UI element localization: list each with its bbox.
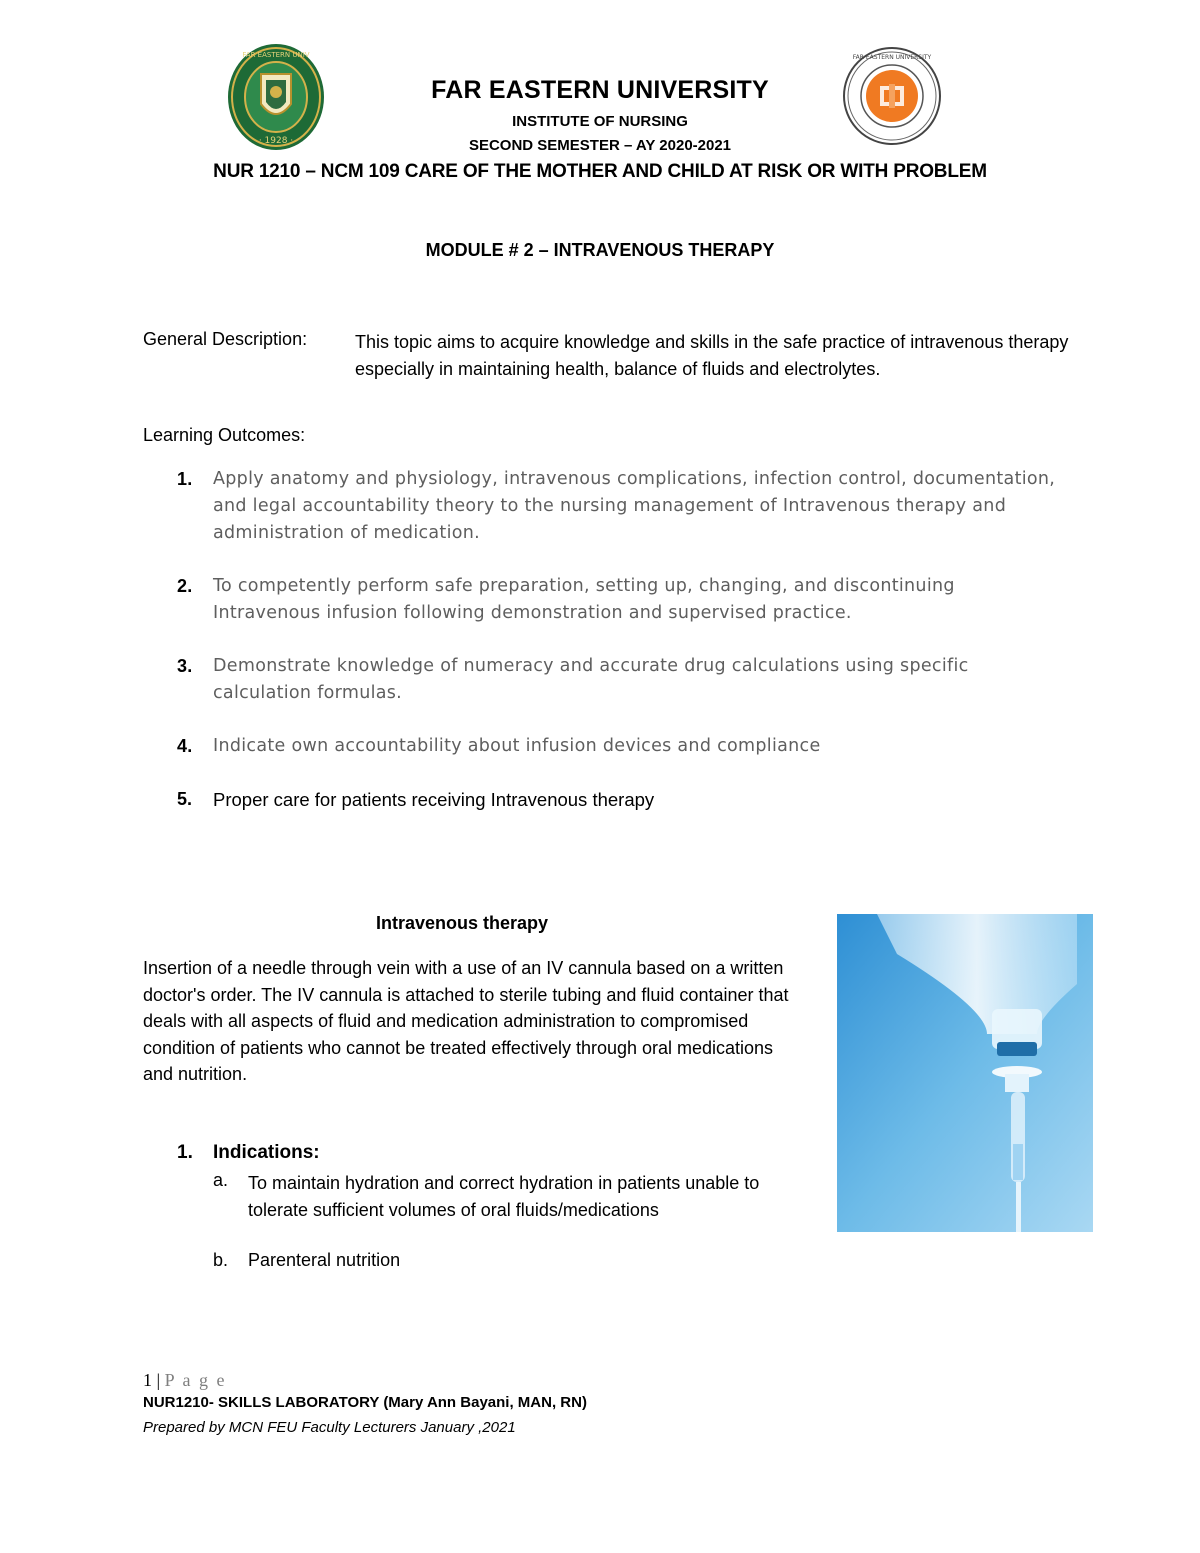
module-title: MODULE # 2 – INTRAVENOUS THERAPY (425, 240, 775, 260)
institute-name: INSTITUTE OF NURSING (512, 113, 688, 130)
indication-text: Parenteral nutrition (248, 1250, 401, 1270)
university-name: FAR EASTERN UNIVERSITY (431, 76, 769, 104)
list-item (177, 573, 1057, 627)
footer-prepared-line: Prepared by MCN FEU Faculty Lecturers January ,2021 (143, 1419, 516, 1436)
list-item (177, 733, 1057, 760)
list-item (177, 466, 1057, 547)
iv-bag-photo (837, 914, 1093, 1232)
page-separator: | (152, 1370, 165, 1390)
outcome-text: To competently perform safe preparation, setting up, changing, and discontinuing Intravenous infusion following demonstration and supervised practice. (213, 576, 955, 623)
outcome-text: Proper care for patients receiving Intravenous therapy (213, 789, 655, 810)
list-number: 4. (177, 736, 193, 756)
outcome-text: Indicate own accountability about infusion devices and compliance (213, 736, 821, 756)
section-paragraph: Insertion of a needle through vein with a use of an IV cannula based on a written doctor's order. The IV cannula is attached to sterile tubing and fluid container that deals with all aspects of fluid and medication administration to compromised condition of patients who cannot be treated effectively through oral medications and nutrition. (143, 958, 789, 1085)
svg-text:FAR EASTERN UNIV: FAR EASTERN UNIV (242, 51, 310, 59)
list-letter: a. (213, 1170, 229, 1190)
general-description-text: This topic aims to acquire knowledge and skills in the safe practice of intravenous therapy especially in maintaining health, balance of fluids and electrolytes. (355, 332, 1069, 379)
svg-text:FAR EASTERN UNIVERSITY: FAR EASTERN UNIVERSITY (852, 54, 932, 61)
page-number (143, 1370, 226, 1391)
outcome-text: Apply anatomy and physiology, intravenous complications, infection control, documentation, and legal accountability theory to the nursing management of Intravenous therapy and administration of medication. (213, 469, 1056, 543)
learning-outcomes-label: Learning Outcomes: (143, 425, 306, 445)
list-item (177, 653, 1057, 707)
svg-text:· 1928 ·: · 1928 · (258, 136, 294, 146)
list-item (177, 786, 1057, 813)
learning-outcomes-list (177, 466, 1057, 813)
semester-label: SECOND SEMESTER – AY 2020-2021 (468, 137, 732, 154)
section-heading: Intravenous therapy (376, 913, 549, 933)
course-title: NUR 1210 – NCM 109 CARE OF THE MOTHER AND CHILD AT RISK OR WITH PROBLEM (213, 161, 987, 182)
page-word: P a g e (164, 1370, 227, 1390)
list-number: 5. (177, 789, 193, 809)
indication-text: To maintain hydration and correct hydration in patients unable to tolerate sufficient volumes of oral fluids/medications (248, 1173, 760, 1220)
list-number: 2. (177, 576, 193, 596)
list-number: 1. (177, 469, 193, 489)
page-number-value: 1 (143, 1370, 152, 1390)
list-number: 3. (177, 656, 193, 676)
indications-heading: Indications: (213, 1142, 320, 1163)
list-number: 1. (177, 1142, 193, 1163)
outcome-text: Demonstrate knowledge of numeracy and accurate drug calculations using specific calculation formulas. (213, 656, 969, 703)
general-description-label: General Description: (143, 329, 308, 349)
list-letter: b. (213, 1250, 229, 1270)
footer-course-line: NUR1210- SKILLS LABORATORY (Mary Ann Bayani, MAN, RN) (143, 1394, 587, 1411)
